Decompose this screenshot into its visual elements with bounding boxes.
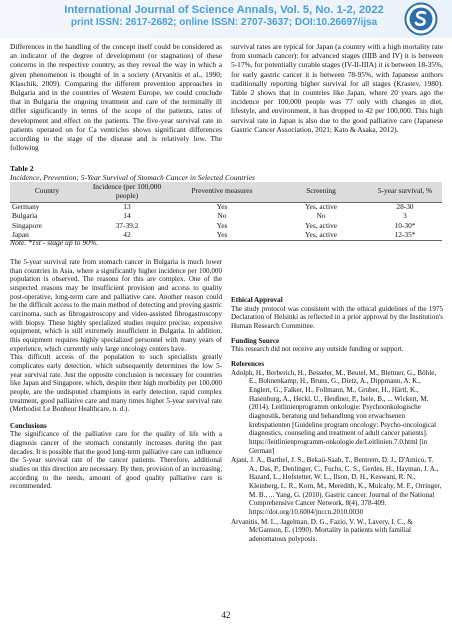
journal-logo-icon	[403, 2, 439, 36]
reference-item: Ajani, J. A., Barthel, J. S., Bekaii-Saab, T., Bentrem, D. J., D'Amico, T. A., Das, P., Denlinger, C., Fuchs, C. S., Gerdes, H., Hayman, J. A., Hazard, L., Hofstetter, W. L., Ilson, D. H., Keswani, R. N., Kleinberg, L. R., Korn, M., Meredith, K., Mulcahy, M. F., Orringer, M. B., ... Yang, G. (2010). Gastric cancer. Journal of the National Comprehensive Cancer Network, 8(4), 378-409. https://doi.org/10.6004/jnccn.2010.0030	[231, 456, 442, 517]
cell-country: Singapore	[12, 220, 42, 230]
cell-survival: 28-30	[396, 201, 414, 211]
cell-survival: 3	[403, 211, 407, 221]
table-row	[10, 212, 442, 221]
cell-prevention: Yes	[216, 201, 228, 211]
cell-survival: 12-35*	[394, 230, 416, 240]
page-number: 42	[221, 610, 231, 620]
conclusions-paragraph: The significance of the palliative care for the quality of life with a diagnosis cancer of the stomach constantly increases during the past decades. It is possible that the good long-term palliative care can influence the 5-year survival rate of the cancer patients. Therefore, additional studies on this direction are necessary. By then, provision of an increasing, according to the needs, amount of good quality palliative care is recommended.	[10, 430, 222, 491]
reference-item: Adolph, H., Berberich, H., Besseler, M., Beutel, M., Blettner, G., Böhle, E., Bohnenkamp, H., Bruns, G., Dietz, A., Dippmann, A. K., Englert, G., Falker, H., Follmann, M., Gruber, H., Härtl, K., Hasenburg, A., Heckl, U., Heußner, P., Isele, B., ... Wickert, M. (2014). Leitlinienprogramm onkologie: Psychoonkologische diagnostik, beratung und behandlung von erwachsenen krebspatienten [Guideline program oncology: Psycho-oncological diagnostics, counseling and treatment of adult cancer patients]. https://leitlinienprogramm-onkologie.de/Leitlinien.7.0.html [in German]	[231, 368, 437, 455]
cell-prevention: Yes	[216, 220, 228, 230]
right-column-bottom	[231, 296, 443, 545]
cell-incidence: 14	[123, 211, 131, 221]
journal-issn: print ISSN: 2617-2682; online ISSN: 2707-3637; DOI:10.26697/ijsa	[70, 17, 378, 28]
table-note: Note. *1st - stage up to 90%.	[10, 238, 99, 247]
right-column-top	[231, 42, 443, 134]
left-column-top	[10, 42, 222, 152]
ethical-approval-text: The study protocol was consistent with the ethical guidelines of the 1975 Declaration of Helsinki as reflected in a prior approval by the Institution's Human Research Committee.	[231, 304, 443, 330]
body-paragraph: The 5-year survival rate from stomach cancer in Bulgaria is much lower than countries in Asia, where a significantly higher incidence per 100,000 population is observed. The reasons for this are complex. One of the suspected reasons may be insufficient provision and access to quality post-operative, long-term care and palliative care. Another reason could be the difficult access to the main method of detecting and proving gastric carcinoma, such as fibrogastroscopy and video-assisted fibrogastroscopy with biopsy. These highly specialized studies require precise, expensive equipment, which is still extremely insufficient in Bulgaria. In addition, this equipment requires highly specialized personnel with many years of experience, which currently only large oncology centers have.	[10, 258, 222, 353]
cell-survival: 10-30*	[394, 220, 416, 230]
cell-incidence: 13	[123, 201, 131, 211]
journal-header	[0, 0, 452, 38]
cell-incidence: 42	[123, 230, 131, 240]
cell-country: Bulgaria	[12, 211, 38, 221]
cell-country: Germany	[12, 201, 40, 211]
cell-incidence: 37-39.2	[115, 220, 139, 230]
cell-screening: No	[316, 211, 326, 221]
references-heading: References	[231, 359, 264, 368]
reference-item: Arvanitis, M. L., Jagelman, D. G., Fazio, V. W., Lavery, I. C., & McGannon, E. (1990). Mortality in patients with familial adenomatous polyposis.	[231, 517, 413, 544]
table-caption: Incidence, Prevention; 5-Year Survival of Stomach Cancer in Selected Countries	[10, 173, 255, 182]
body-paragraph: Differences in the handling of the concept itself could be considered as an indicator of the degree of development (or stagnation) of these concerns in the respective country, as they reveal the way in which a given phenomenon is thought of in a society (Arvanitis et al., 1990; Klaschik, 2009). Comparing the different prevention approaches in Bulgaria and in the countries of Western Europe, we could conclude that in Bulgaria the ongoing treatment and care of the terminally ill differ significantly in terms of the scope of the patients, rates of development and effect on the patients. The five-year survival rate in patients operated on for Ca ventricles shows significant differences according to the stage of the disease and is relatively low. The following	[10, 42, 222, 153]
table-header-row	[10, 182, 442, 202]
cell-country: Japan	[12, 230, 29, 240]
survival-table	[10, 182, 442, 241]
cell-screening: Yes, active	[304, 201, 338, 211]
cell-screening: Yes, active	[304, 230, 338, 240]
funding-text: This research did not receive any outside funding or support.	[231, 345, 404, 354]
col-header-country: Country	[34, 186, 60, 196]
cell-prevention: No	[217, 211, 227, 221]
conclusions-heading: Conclusions	[10, 421, 47, 430]
col-header-prevention: Preventive measures	[191, 186, 253, 196]
references-list	[231, 369, 443, 544]
cell-prevention: Yes	[216, 230, 228, 240]
journal-title: International Journal of Science Annals, Vol. 5, No. 1-2, 2022	[64, 4, 384, 16]
col-header-survival: 5-year survival, %	[377, 186, 433, 196]
cell-screening: Yes, active	[304, 220, 338, 230]
body-paragraph: survival rates are typical for Japan (a country with a high mortality rate from stomach cancer): for advanced stages (IIIB and IV) it is between 5-17%, for potentially curable stages (IV-II-IIIA) it is between 18-35%, for early gastric cancer it is between 78-95%, with Japanese authors traditionally reporting higher survival for all stages (Krastev, 1980). Table 2 shows that in countries like Japan, where 20 years ago the incidence per 100,000 people was 77 only with changes in diet, lifestyle, and environment, it has dropped to 42 per 100,000. This high survival rate in Japan is also due to the good palliative care (Japanese Gastric Cancer Association, 2021; Kato & Asaka, 2012).	[231, 42, 443, 134]
left-column-bottom	[10, 258, 222, 491]
body-paragraph: This difficult access of the population to such specialists greatly complicates early detection, which subsequently determines the low 5-year survival rate. Just the opposite conclusion is necessary for countries like Japan and Singapore, which, despite their high morbidity per 100,000 people, are the undisputed champions in early detection, rapid complex treatment, good palliative care and many times higher 5-year survival rate (Methodist Le Bonheur Healthcare, n. d.).	[10, 353, 222, 414]
col-header-incidence: Incidence (per 100,000 people)	[92, 182, 162, 200]
ethical-approval-heading: Ethical Approval	[231, 296, 283, 304]
funding-heading: Funding Source	[231, 336, 280, 345]
table-label: Table 2	[10, 164, 34, 173]
col-header-screening: Screening	[306, 186, 336, 196]
